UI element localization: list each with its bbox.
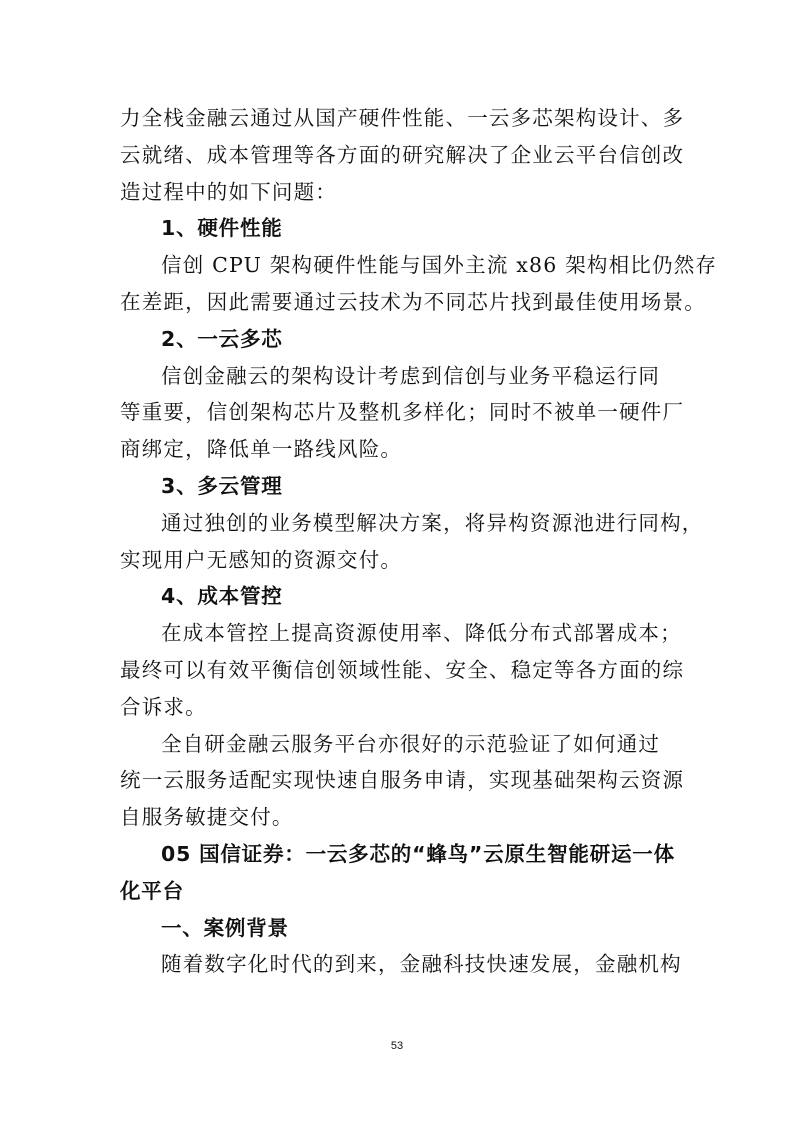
paragraph-line: 全自研金融云服务平台亦很好的示范验证了如何通过: [161, 731, 661, 756]
paragraph-line: 信创金融云的架构设计考虑到信创与业务平稳运行同: [161, 363, 661, 388]
paragraph-line: 在差距，因此需要通过云技术为不同芯片找到最佳使用场景。: [120, 289, 706, 314]
section-heading-multi-cloud: 3、多云管理: [161, 473, 283, 498]
section-heading-case-background: 一、案例背景: [161, 915, 289, 940]
paragraph-line: 等重要，信创架构芯片及整机多样化；同时不被单一硬件厂: [120, 400, 685, 425]
case-title: 05 国信证券：一云多芯的“蜂鸟”云原生智能研运一体: [161, 841, 675, 866]
paragraph-line: 通过独创的业务模型解决方案，将异构资源池进行同构，: [161, 510, 704, 535]
paragraph-line: 最终可以有效平衡信创领域性能、安全、稳定等各方面的综: [120, 657, 685, 682]
paragraph-line: 合诉求。: [120, 694, 207, 719]
paragraph-line: 自服务敏捷交付。: [120, 805, 294, 830]
paragraph-line: 随着数字化时代的到来，金融科技快速发展，金融机构: [161, 952, 682, 977]
paragraph-line: 信创 CPU 架构硬件性能与国外主流 x86 架构相比仍然存: [161, 253, 718, 278]
paragraph-line: 实现用户无感知的资源交付。: [120, 547, 403, 572]
paragraph-line: 云就绪、成本管理等各方面的研究解决了企业云平台信创改: [120, 142, 685, 167]
paragraph-line: 在成本管控上提高资源使用率、降低分布式部署成本；: [161, 621, 682, 646]
paragraph-line: 力全栈金融云通过从国产硬件性能、一云多芯架构设计、多: [120, 106, 685, 130]
paragraph-line: 统一云服务适配实现快速自服务申请，实现基础架构云资源: [120, 768, 685, 793]
section-heading-multi-chip: 2、一云多芯: [161, 326, 283, 351]
document-body: [120, 100, 718, 983]
case-title-continued: 化平台: [120, 878, 184, 903]
page-number: 53: [390, 1040, 404, 1052]
section-heading-cost-control: 4、成本管控: [161, 584, 283, 609]
paragraph-line: 造过程中的如下问题：: [120, 179, 337, 204]
section-heading-hardware-performance: 1、硬件性能: [161, 216, 283, 241]
paragraph-line: 商绑定，降低单一路线风险。: [120, 437, 403, 462]
